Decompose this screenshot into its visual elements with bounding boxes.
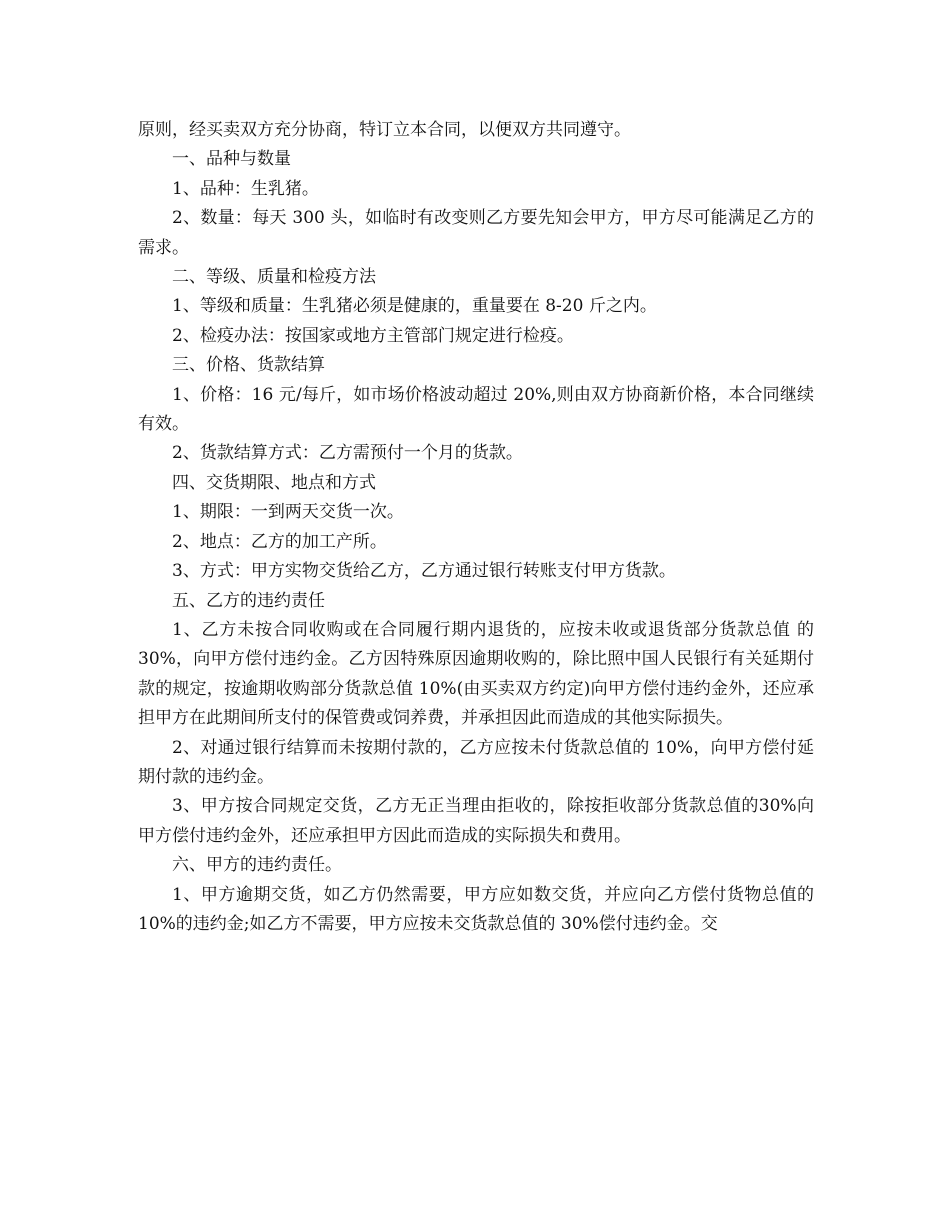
document-page (138, 116, 814, 939)
paragraph-variety: 1、品种：生乳猪。 (172, 178, 319, 199)
section-heading-4: 四、交货期限、地点和方式 (172, 472, 376, 493)
section-heading-2: 二、等级、质量和检疫方法 (172, 267, 376, 288)
paragraph-quarantine: 2、检疫办法：按国家或地方主管部门规定进行检疫。 (172, 325, 574, 346)
paragraph-seller-liability-1: 1、甲方逾期交货，如乙方仍然需要，甲方应如数交货，并应向乙方偿付货物总值的 10%的违约金;如乙方不需要，甲方应按未交货款总值的 30%偿付违约金。交 (138, 884, 814, 934)
paragraph-buyer-liability-1: 1、乙方未按合同收购或在合同履行期内退货的，应按未收或退货部分货款总值 的 30%，向甲方偿付违约金。乙方因特殊原因逾期收购的，除比照中国人民银行有关延期付款的规定，按逾期收购部分货款总值 10%(由买卖双方约定)向甲方偿付违约金外，还应承担甲方在此期间所支付的保管费或饲养费，并承担因此而造成的其他实际损失。 (138, 619, 814, 729)
paragraph-grade-quality: 1、等级和质量：生乳猪必须是健康的，重量要在 8-20 斤之内。 (172, 296, 657, 317)
paragraph-price: 1、价格：16 元/每斤，如市场价格波动超过 20%,则由双方协商新价格，本合同继续有效。 (138, 384, 814, 435)
paragraph-quantity: 2、数量：每天 300 头，如临时有改变则乙方要先知会甲方，甲方尽可能满足乙方的需求。 (138, 208, 814, 258)
section-heading-3: 三、价格、货款结算 (172, 355, 325, 376)
section-heading-6: 六、甲方的违约责任。 (172, 855, 342, 876)
section-heading-1: 一、品种与数量 (172, 149, 291, 170)
paragraph-location: 2、地点：乙方的加工产所。 (172, 531, 387, 552)
paragraph-buyer-liability-3: 3、甲方按合同规定交货，乙方无正当理由拒收的，除按拒收部分货款总值的30%向甲方偿付违约金外，还应承担甲方因此而造成的实际损失和费用。 (138, 796, 814, 846)
paragraph-method: 3、方式：甲方实物交货给乙方，乙方通过银行转账支付甲方货款。 (172, 561, 676, 582)
paragraph-1: 原则，经买卖双方充分协商，特订立本合同，以便双方共同遵守。 (138, 120, 631, 140)
paragraph-term: 1、期限：一到两天交货一次。 (172, 502, 404, 523)
paragraph-settlement: 2、货款结算方式：乙方需预付一个月的货款。 (172, 443, 523, 464)
paragraph-buyer-liability-2: 2、对通过银行结算而未按期付款的，乙方应按未付货款总值的 10%，向甲方偿付延期付款的违约金。 (138, 737, 814, 787)
section-heading-5: 五、乙方的违约责任 (172, 590, 325, 611)
